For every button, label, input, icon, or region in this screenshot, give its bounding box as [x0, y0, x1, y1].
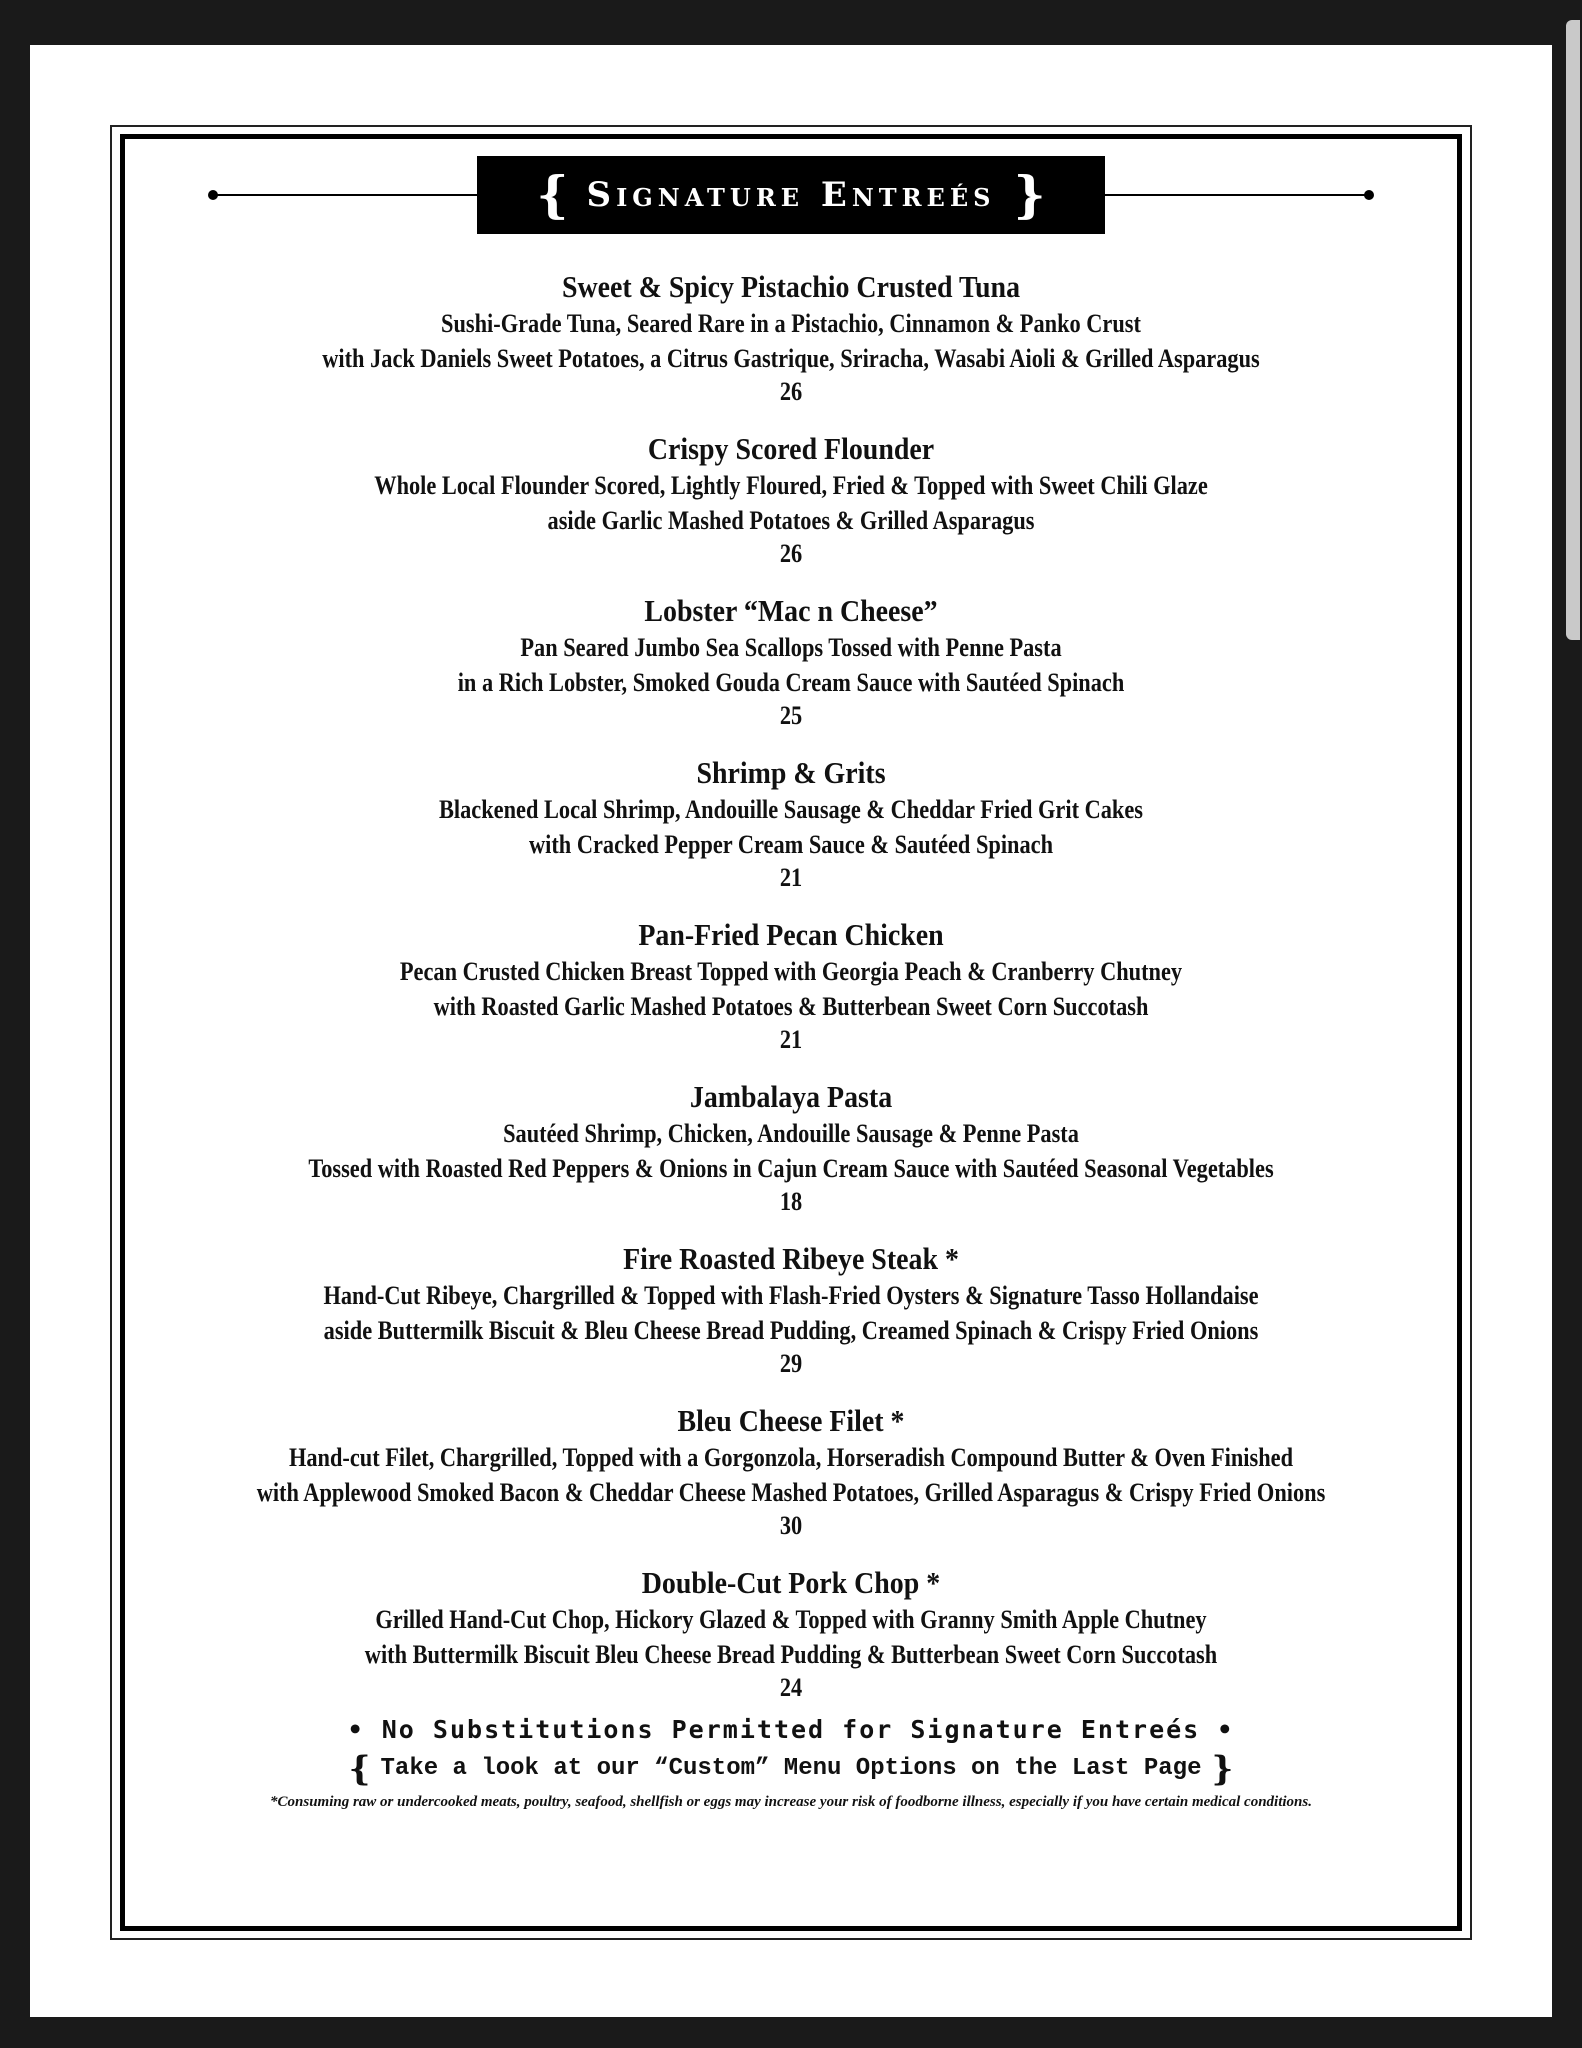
- entree-description-line: with Applewood Smoked Bacon & Cheddar Cheese Mashed Potatoes, Grilled Asparagus & Crispy Fried Onions: [256, 1478, 1326, 1507]
- entree-description-line: Pan Seared Jumbo Sea Scallops Tossed with Penne Pasta: [520, 633, 1062, 662]
- entree-description-line: Blackened Local Shrimp, Andouille Sausage & Cheddar Fried Grit Cakes: [439, 795, 1143, 824]
- entree-description-line: Tossed with Roasted Red Peppers & Onions in Cajun Cream Sauce with Sautéed Seasonal Vegetables: [308, 1154, 1274, 1183]
- entree-description-line: Whole Local Flounder Scored, Lightly Floured, Fried & Topped with Sweet Chili Glaze: [374, 471, 1208, 500]
- entree-name: Sweet & Spicy Pistachio Crusted Tuna: [561, 269, 1021, 304]
- rule-end-dot-left: [208, 190, 218, 200]
- entree-price: 21: [779, 863, 803, 892]
- entree-name: Shrimp & Grits: [696, 755, 886, 790]
- entree-price: 25: [779, 701, 803, 730]
- entree-description-line: Sautéed Shrimp, Chicken, Andouille Sausage & Penne Pasta: [503, 1119, 1079, 1148]
- entree-name: Crispy Scored Flounder: [647, 431, 935, 466]
- brace-open-icon: {: [348, 1749, 371, 1789]
- entree-description-line: Pecan Crusted Chicken Breast Topped with Georgia Peach & Cranberry Chutney: [399, 957, 1183, 986]
- entree-name: Double-Cut Pork Chop *: [641, 1565, 941, 1600]
- entree-item: [140, 430, 1442, 570]
- entree-description-line: aside Buttermilk Biscuit & Bleu Cheese Bread Pudding, Creamed Spinach & Crispy Fried Onions: [323, 1316, 1259, 1345]
- entree-item: [140, 1402, 1442, 1542]
- entree-name: Lobster “Mac n Cheese”: [644, 593, 938, 628]
- entree-item: [140, 754, 1442, 894]
- brace-close-icon: }: [1211, 1749, 1234, 1789]
- entree-description-line: aside Garlic Mashed Potatoes & Grilled Asparagus: [547, 506, 1035, 535]
- entree-description-line: Sushi-Grade Tuna, Seared Rare in a Pistachio, Cinnamon & Panko Crust: [441, 309, 1141, 338]
- entree-price: 30: [779, 1511, 803, 1540]
- entree-price: 18: [779, 1187, 803, 1216]
- entree-description-line: Hand-cut Filet, Chargrilled, Topped with a Gorgonzola, Horseradish Compound Butter & Oven Finished: [288, 1443, 1294, 1472]
- entree-list: [140, 268, 1442, 1816]
- entree-description-line: in a Rich Lobster, Smoked Gouda Cream Sauce with Sautéed Spinach: [457, 668, 1125, 697]
- entree-description-line: Grilled Hand-Cut Chop, Hickory Glazed & Topped with Granny Smith Apple Chutney: [375, 1605, 1207, 1634]
- custom-menu-note: [140, 1750, 1442, 1788]
- entree-item: [140, 916, 1442, 1056]
- entree-name: Bleu Cheese Filet *: [677, 1403, 905, 1438]
- brace-close-icon: }: [1013, 165, 1046, 224]
- section-header: [477, 156, 1105, 234]
- food-safety-disclaimer: *Consuming raw or undercooked meats, poultry, seafood, shellfish or eggs may increase your risk of foodborne illness, especially if you have certain medical conditions.: [270, 1794, 1312, 1810]
- entree-description-line: Hand-Cut Ribeye, Chargrilled & Topped with Flash-Fried Oysters & Signature Tasso Hollandaise: [323, 1281, 1259, 1310]
- entree-item: [140, 268, 1442, 408]
- entree-name: Jambalaya Pasta: [689, 1079, 893, 1114]
- entree-name: Fire Roasted Ribeye Steak *: [623, 1241, 959, 1276]
- entree-price: 26: [779, 377, 803, 406]
- entree-item: [140, 1240, 1442, 1380]
- brace-open-icon: {: [536, 165, 569, 224]
- entree-price: 26: [779, 539, 803, 568]
- entree-price: 21: [779, 1025, 803, 1054]
- entree-item: [140, 1564, 1442, 1704]
- entree-item: [140, 592, 1442, 732]
- entree-description-line: with Jack Daniels Sweet Potatoes, a Citrus Gastrique, Sriracha, Wasabi Aioli & Grilled Asparagus: [322, 344, 1260, 373]
- no-substitutions-notice: • No Substitutions Permitted for Signature Entreés •: [347, 1715, 1235, 1744]
- rule-end-dot-right: [1364, 190, 1374, 200]
- header-rule-right: [1105, 194, 1370, 196]
- entree-name: Pan-Fried Pecan Chicken: [638, 917, 944, 952]
- section-title: Signature Entreés: [586, 175, 996, 215]
- entree-item: [140, 1078, 1442, 1218]
- scrollbar-handle[interactable]: [1566, 20, 1580, 640]
- entree-description-line: with Roasted Garlic Mashed Potatoes & Butterbean Sweet Corn Succotash: [433, 992, 1149, 1021]
- header-rule-left: [212, 194, 477, 196]
- custom-menu-text: Take a look at our “Custom” Menu Options on the Last Page: [380, 1755, 1202, 1782]
- entree-price: 29: [779, 1349, 803, 1378]
- entree-price: 24: [779, 1673, 803, 1702]
- entree-description-line: with Buttermilk Biscuit Bleu Cheese Bread Pudding & Butterbean Sweet Corn Succotash: [364, 1640, 1218, 1669]
- entree-description-line: with Cracked Pepper Cream Sauce & Sautéed Spinach: [528, 830, 1054, 859]
